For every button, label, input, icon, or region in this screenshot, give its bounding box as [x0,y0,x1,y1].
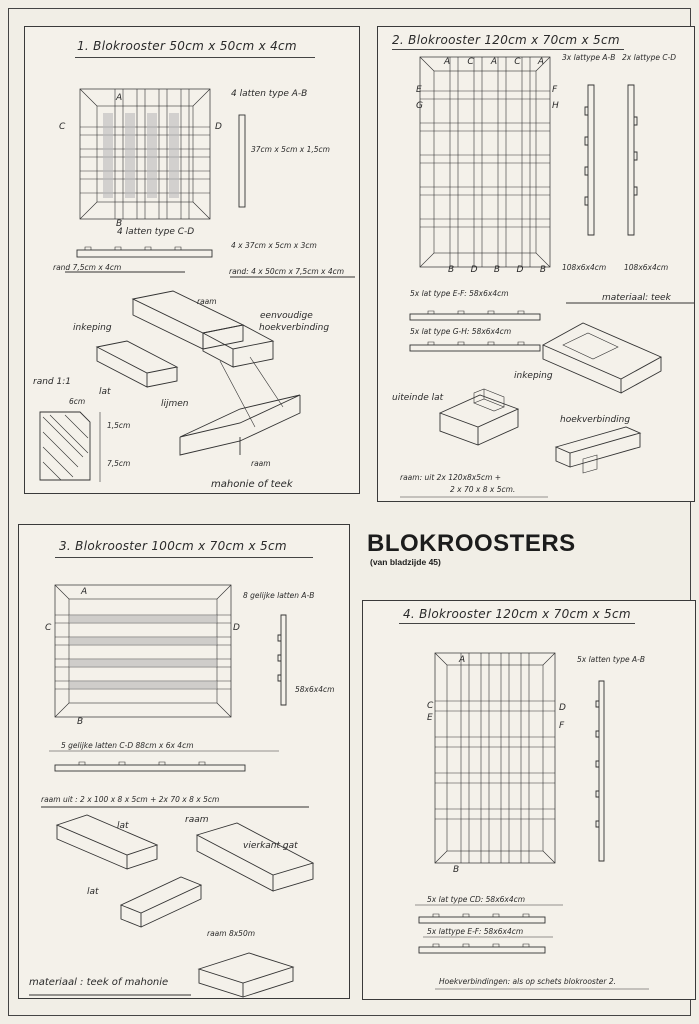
raam-uit-label: raam uit : 2 x 100 x 8 x 5cm + 2x 70 x 8 x 5cm [41,795,220,804]
label-f: F [559,721,565,731]
hoekverbinding-line2: hoekverbinding [259,323,330,333]
bottom-letter: B [493,265,501,275]
raam-label: raam [185,815,209,825]
raam-label: raam [197,297,217,306]
panel-1-title-underline [75,57,315,58]
bottom-letter: B [539,265,546,275]
lattype-ab-label: 3x lattype A-B [562,53,616,62]
grid-plan-2 [420,57,550,267]
panel-blokrooster-2 [377,26,695,502]
label-e: E [427,713,433,723]
top-letter: A [490,57,498,67]
latten-ab-label: 4 latten type A-B [231,89,308,99]
label-h: H [552,101,559,111]
inkeping-label: inkeping [514,371,553,381]
latten-ab-label: 8 gelijke latten A-B [243,591,315,600]
label-a: A [459,655,466,665]
top-letter: C [467,57,474,67]
top-letters [444,57,544,67]
top-letter: A [444,57,451,67]
lijmen-label: lijmen [161,399,189,409]
panel-3-title: 3. Blokrooster 100cm x 70cm x 5cm [59,539,287,553]
panel-blokrooster-4 [362,600,696,1000]
lat-cd-label: 5x lat type CD: 58x6x4cm [427,895,526,904]
page-heading: BLOKROOSTERS [367,530,576,557]
panel-blokrooster-1 [24,26,360,494]
uiteinde-lat-label: uiteinde lat [392,393,444,403]
bottom-letter: B [448,265,455,275]
dim-7-5cm: 7,5cm [107,459,131,468]
top-letter: A [537,57,544,67]
raam-size-label: raam 8x50m [207,929,256,938]
latten-ab-size: 58x6x4cm [295,685,335,694]
label-g: G [416,101,423,111]
latten-cd-label: 4 latten type C-D [117,227,195,237]
panel-1-title: 1. Blokrooster 50cm x 50cm x 4cm [77,39,297,53]
label-d: D [559,703,566,713]
grid-plan-3 [55,585,231,717]
panel-blokrooster-3 [18,524,350,999]
panel-1-drawings [25,27,360,494]
label-a: A [116,93,123,103]
materiaal-label: materiaal : teek of mahonie [29,977,169,988]
dim-right: 108x6x4cm [624,263,669,272]
panel-2-title-underline [392,49,624,50]
lat-ef-label: 5x lat type E-F: 58x6x4cm [410,289,509,298]
panel-2-title: 2. Blokrooster 120cm x 70cm x 5cm [392,33,620,47]
bottom-letter: D [470,265,478,275]
rand-scale-label: rand 1:1 [33,377,71,387]
materiaal-label: materiaal: teek [602,293,671,303]
lat-gh-label: 5x lat type G-H: 58x6x4cm [410,327,512,336]
hoekverbinding-line1: eenvoudige [260,311,313,321]
panel-3-title-underline [55,557,313,558]
hoekverbindingen-label: Hoekverbindingen: als op schets blokrooster 2. [439,977,617,986]
lat-label: lat [99,387,111,397]
raam-line-1: raam: uit 2x 120x8x5cm + [400,473,502,482]
latten-ab-label: 5x latten type A-B [577,655,646,664]
dim-6cm: 6cm [69,397,86,406]
page-subheading: (van bladzijde 45) [370,557,441,567]
bottom-letters [448,265,546,275]
latten-cd-label: 5 gelijke latten C-D 88cm x 6x 4cm [61,741,194,750]
hoekverbinding-label: hoekverbinding [560,415,631,425]
panel-4-title-underline [399,623,635,624]
dim-1-5cm: 1,5cm [107,421,131,430]
dim-left: 108x6x4cm [562,263,607,272]
label-b: B [453,865,460,875]
panel-4-drawings [363,601,696,1000]
lat-label: lat [117,821,129,831]
grid-plan-4 [435,653,555,863]
latten-ab-size: 37cm x 5cm x 1,5cm [251,145,330,154]
panel-4-title: 4. Blokrooster 120cm x 70cm x 5cm [403,607,631,621]
label-b: B [116,219,123,229]
label-c: C [59,122,66,132]
top-letter: C [514,57,521,67]
material-label: mahonie of teek [211,479,293,490]
label-c: C [45,623,52,633]
label-c: C [427,701,434,711]
label-b: B [77,717,84,727]
lat-ef-label: 5x lattype E-F: 58x6x4cm [427,927,524,936]
grid-plan-1 [80,89,210,219]
rand-total: rand: 4 x 50cm x 7,5cm x 4cm [229,267,345,276]
label-f: F [552,85,558,95]
raam-line-2: 2 x 70 x 8 x 5cm. [450,485,516,494]
lat-label-2: lat [87,887,99,897]
label-d: D [233,623,240,633]
bottom-letter: D [516,265,524,275]
label-d: D [215,122,222,132]
lattype-cd-label: 2x lattype C-D [622,53,677,62]
inkeping-label: inkeping [73,323,112,333]
rand-size: rand 7,5cm x 4cm [53,263,122,272]
latten-cd-size: 4 x 37cm x 5cm x 3cm [231,241,317,250]
label-e: E [416,85,422,95]
label-a: A [81,587,88,597]
vierkant-gat-label: vierkant gat [243,841,298,851]
raam-label-2: raam [251,459,271,468]
